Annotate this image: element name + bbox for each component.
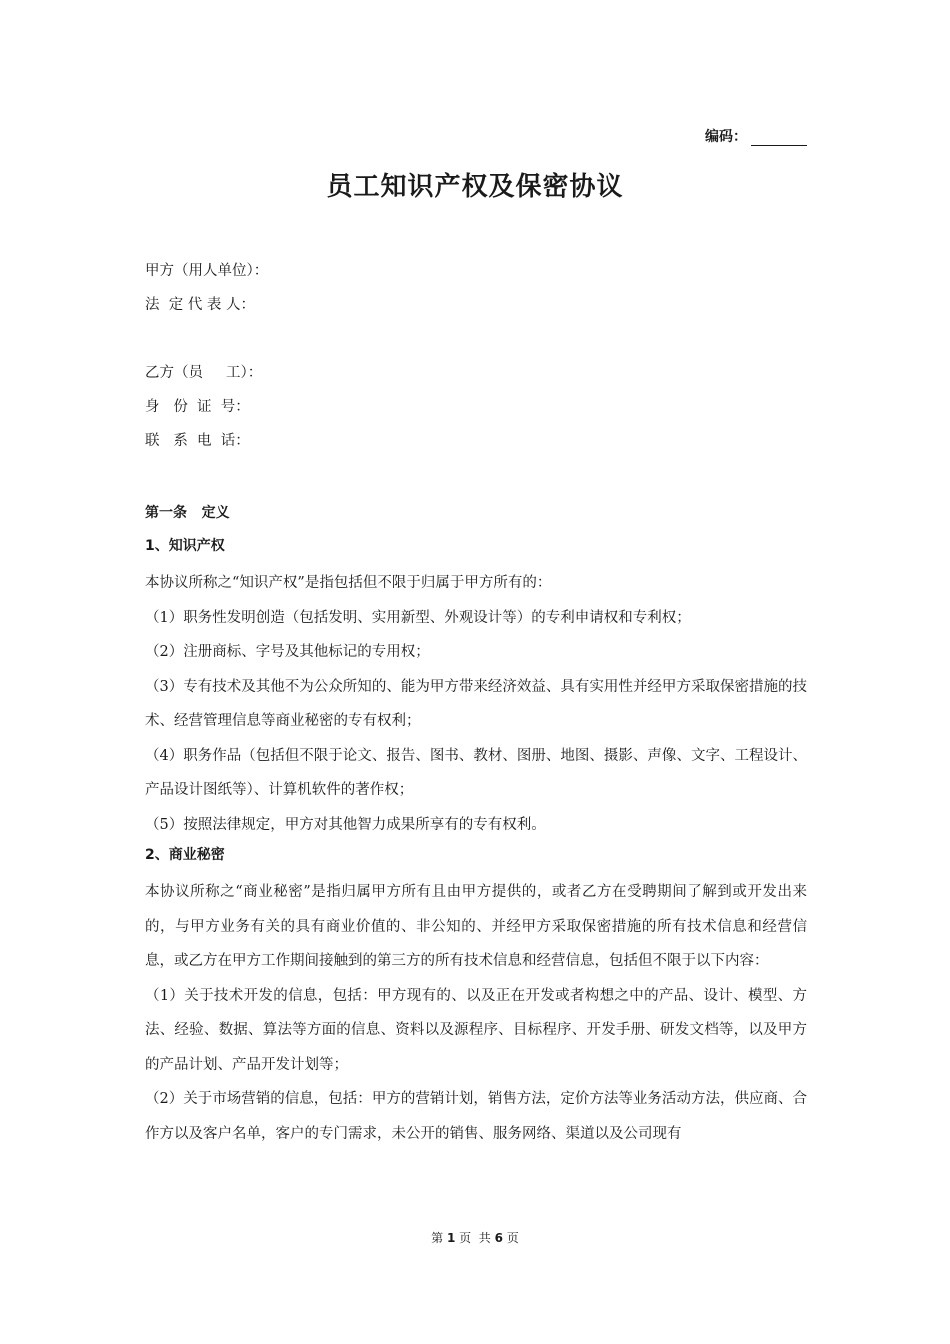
total-page-number: 6	[494, 1231, 503, 1245]
party-a-representative-label: 法 定 代 表 人：	[145, 297, 256, 313]
page-suffix: 页	[502, 1231, 519, 1245]
current-page-number: 1	[447, 1231, 456, 1245]
spacer	[145, 326, 807, 360]
section-ip-intro: 本协议所称之“知识产权”是指包括但不限于归属于甲方所有的：	[145, 575, 552, 591]
code-blank-line	[751, 129, 807, 146]
list-item: （1）关于技术开发的信息，包括：甲方现有的、以及正在开发或者构想之中的产品、设计、模型、方法、经验、数据、算法等方面的信息、资料以及源程序、目标程序、开发手册、研发文档等，以及甲方的产品计划、产品开发计划等；	[145, 987, 807, 1073]
document-title: 员工知识产权及保密协议	[326, 172, 624, 202]
list-item: （2）注册商标、字号及其他标记的专用权；	[145, 644, 430, 660]
party-a-name-label: 甲方（用人单位）：	[145, 263, 269, 279]
list-item: （1）职务性发明创造（包括发明、实用新型、外观设计等）的专利申请权和专利权；	[145, 609, 691, 626]
code-label: 编码：	[705, 129, 747, 145]
list-item: （4）职务作品（包括但不限于论文、报告、图书、教材、图册、地图、摄影、声像、文字、工程设计、产品设计图纸等）、计算机软件的著作权；	[145, 747, 807, 798]
party-b-name-label: 乙方（员 工）：	[145, 365, 263, 381]
document-code	[705, 126, 807, 146]
section-trade-secret-heading: 2、商业秘密	[145, 847, 225, 863]
section-trade-secret-intro: 本协议所称之“商业秘密”是指归属甲方所有且由甲方提供的，或者乙方在受聘期间了解到或开发出来的，与甲方业务有关的具有商业价值的、非公知的、并经甲方采取保密措施的所有技术信息和经营信息，或乙方在甲方工作期间接触到的第三方的所有技术信息和经营信息，包括但不限于以下内容：	[145, 884, 807, 969]
party-b-phone-label: 联 系 电 话：	[145, 433, 250, 449]
page-middle: 页 共	[455, 1231, 495, 1245]
list-item: （2）关于市场营销的信息，包括：甲方的营销计划，销售方法，定价方法等业务活动方法，供应商、合作方以及客户名单，客户的专门需求，未公开的销售、服务网络、渠道以及公司现有	[145, 1091, 807, 1142]
party-b-id-label: 身 份 证 号：	[145, 399, 250, 415]
page-prefix: 第	[431, 1231, 447, 1245]
list-item: （3）专有技术及其他不为公众所知的、能为甲方带来经济效益、具有实用性并经甲方采取保密措施的技术、经营管理信息等商业秘密的专有权利；	[145, 678, 807, 729]
list-item: （5）按照法律规定，甲方对其他智力成果所享有的专有权利。	[145, 816, 546, 833]
page-footer	[0, 1229, 950, 1246]
spacer	[145, 462, 807, 500]
section-ip-heading: 1、知识产权	[145, 538, 225, 554]
document-body	[145, 258, 807, 1151]
article-1-heading: 第一条 定义	[145, 505, 230, 521]
